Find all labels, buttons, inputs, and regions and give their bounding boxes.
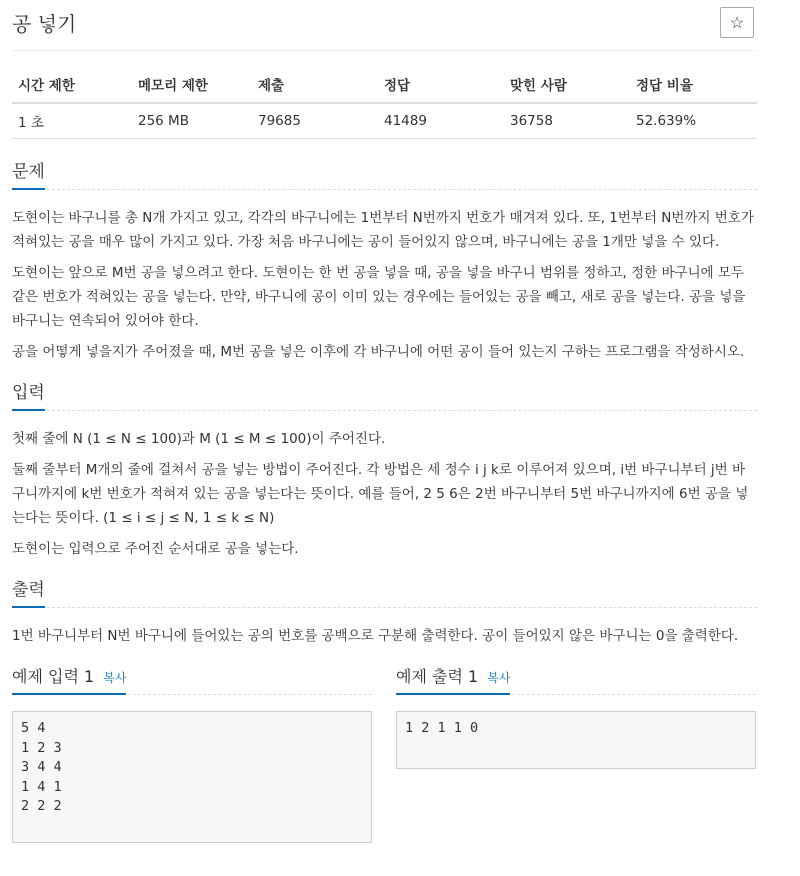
output-section [12, 575, 757, 648]
input-heading: 입력 [12, 378, 45, 411]
sample-output-header [396, 664, 756, 695]
problem-paragraph: 도현이는 바구니를 총 N개 가지고 있고, 각각의 바구니에는 1번부터 N번까지 번호가 매겨져 있다. 또, 1번부터 N번까지 번호가 적혀있는 공을 매우 많이 가지고 있다. 가장 처음 바구니에는 공이 들어있지 않으며, 바구니에는 공을 1개만 넣을 수 있다. [12, 210, 754, 250]
input-paragraph: 둘째 줄부터 M개의 줄에 걸쳐서 공을 넣는 방법이 주어진다. 각 방법은 세 정수 i j k로 이루어져 있으며, i번 바구니부터 j번 바구니까지에 k번 번호가 적혀져 있는 공을 넣는다는 뜻이다. 예를 들어, 2 5 6은 2번 바구니부터 5번 바구니까지에 6번 공을 넣는다는 뜻이다. (1 ≤ i ≤ j ≤ N, 1 ≤ k ≤ N) [12, 462, 749, 526]
sample-input-content[interactable]: 5 4 1 2 3 3 4 4 1 4 1 2 2 2 [12, 711, 372, 843]
sample-output-title: 예제 출력 1 [396, 667, 479, 686]
output-heading: 출력 [12, 575, 45, 608]
sample-input [12, 664, 372, 843]
header-memory-limit: 메모리 제한 [132, 69, 252, 103]
value-accepted: 41489 [378, 103, 504, 139]
problem-section [12, 157, 757, 364]
input-section-header [12, 378, 757, 411]
value-ratio: 52.639% [630, 103, 757, 139]
value-submissions: 79685 [252, 103, 378, 139]
header-submissions: 제출 [252, 69, 378, 103]
problem-page [12, 0, 757, 844]
problem-heading: 문제 [12, 157, 45, 190]
sample-input-header [12, 664, 372, 695]
sample-output-heading [396, 664, 510, 695]
samples-area [12, 664, 757, 844]
input-paragraph: 도현이는 입력으로 주어진 순서대로 공을 넣는다. [12, 541, 299, 557]
problem-paragraph: 공을 어떻게 넣을지가 주어졌을 때, M번 공을 넣은 이후에 각 바구니에 어떤 공이 들어 있는지 구하는 프로그램을 작성하시오. [12, 344, 745, 360]
copy-output-button[interactable]: 복사 [487, 671, 511, 685]
problem-info-table [12, 69, 757, 139]
info-value-row [12, 103, 757, 139]
input-paragraph: 첫째 줄에 N (1 ≤ N ≤ 100)과 M (1 ≤ M ≤ 100)이 주어진다. [12, 431, 386, 447]
output-section-header [12, 575, 757, 608]
header-accepted: 정답 [378, 69, 504, 103]
title-row [12, 0, 757, 51]
sample-input-title: 예제 입력 1 [12, 667, 95, 686]
problem-paragraph: 도현이는 앞으로 M번 공을 넣으려고 한다. 도현이는 한 번 공을 넣을 때, 공을 넣을 바구니 범위를 정하고, 정한 바구니에 모두 같은 번호가 적혀있는 공을 넣는다. 만약, 바구니에 공이 이미 있는 경우에는 들어있는 공을 빼고, 새로 공을 넣는다. 공을 넣을 바구니는 연속되어 있어야 한다. [12, 265, 746, 329]
problem-section-header [12, 157, 757, 190]
header-time-limit: 시간 제한 [12, 69, 132, 103]
header-ratio: 정답 비율 [630, 69, 757, 103]
star-icon: ☆ [729, 14, 745, 32]
header-solvers: 맞힌 사람 [504, 69, 630, 103]
star-button[interactable] [720, 7, 754, 38]
info-header-row [12, 69, 757, 103]
value-solvers: 36758 [504, 103, 630, 139]
sample-input-heading [12, 664, 126, 695]
value-time-limit: 1 초 [12, 103, 132, 139]
output-paragraph: 1번 바구니부터 N번 바구니에 들어있는 공의 번호를 공백으로 구분해 출력한다. 공이 들어있지 않은 바구니는 0을 출력한다. [12, 628, 739, 644]
page-title: 공 넣기 [12, 12, 77, 36]
input-section [12, 378, 757, 561]
copy-input-button[interactable]: 복사 [103, 671, 127, 685]
sample-output-content[interactable]: 1 2 1 1 0 [396, 711, 756, 769]
value-memory-limit: 256 MB [132, 103, 252, 139]
sample-output [396, 664, 756, 769]
